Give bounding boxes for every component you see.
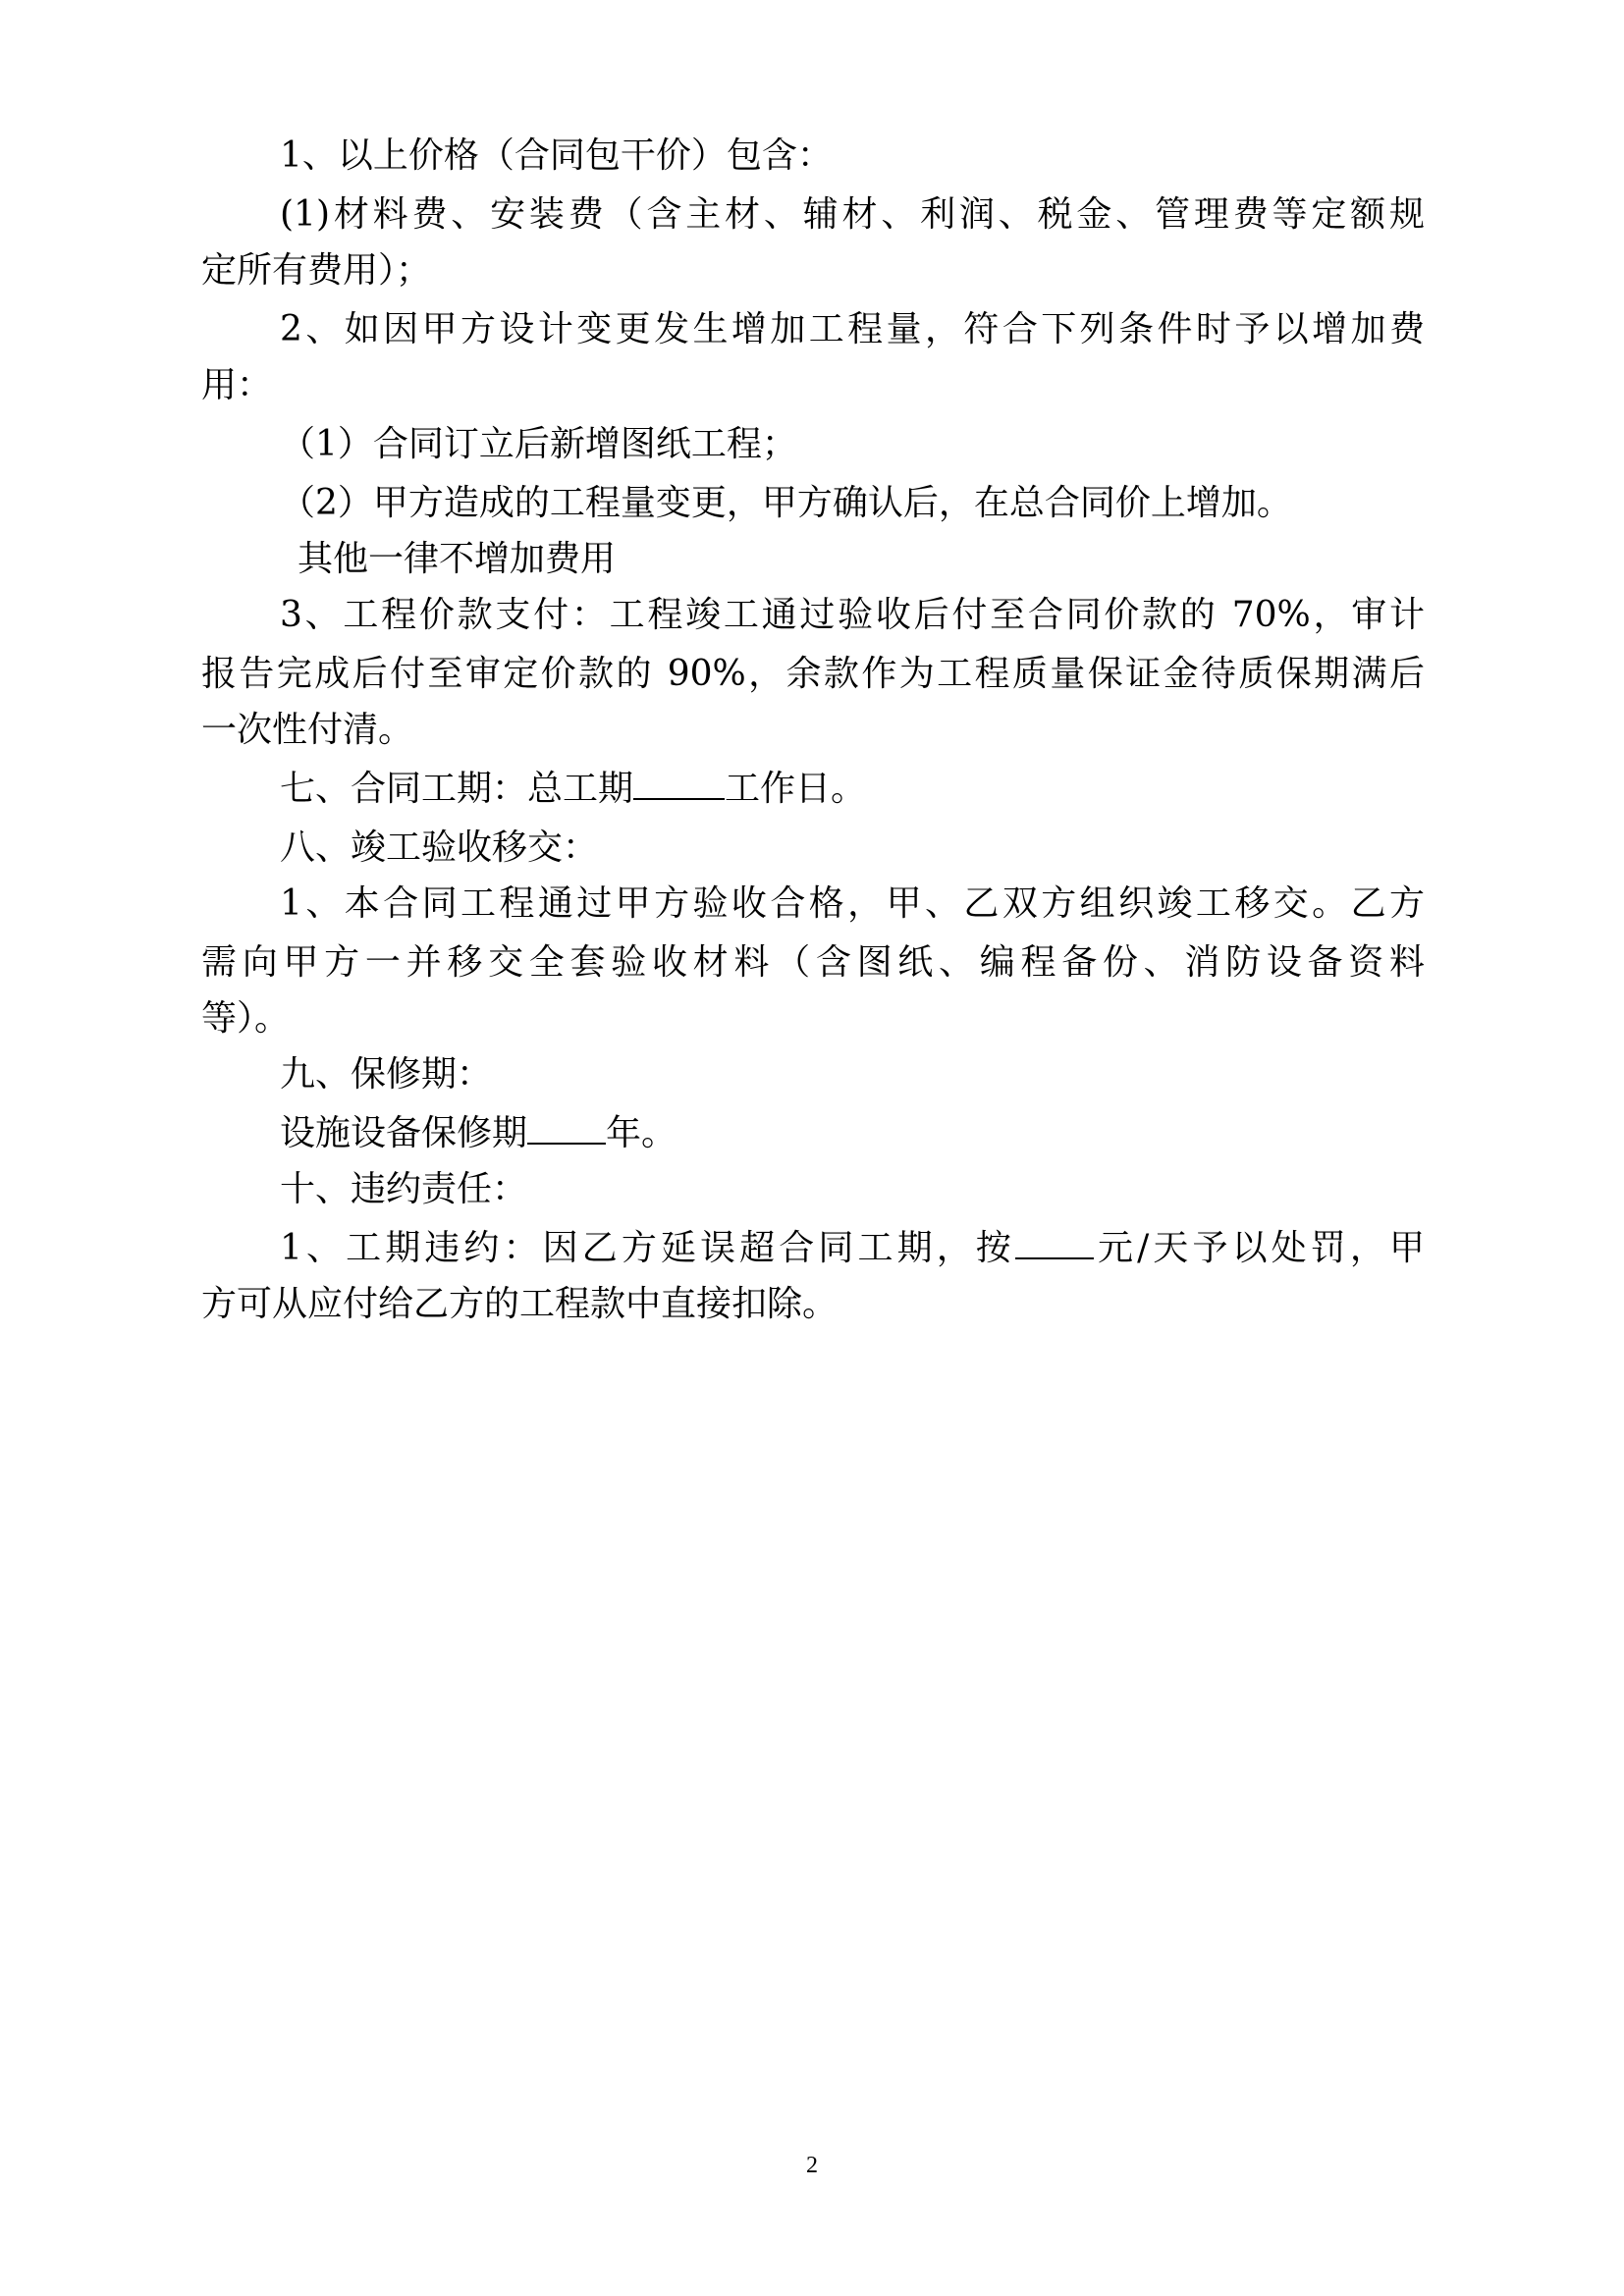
section-7-text-after: 工作日。 xyxy=(725,769,867,809)
clause-2-item-1: （1）合同订立后新增图纸工程； xyxy=(280,424,797,464)
daily-penalty-blank xyxy=(1015,1228,1094,1259)
section-8-clause-1-line-1: 1、本合同工程通过甲方验收合格，甲、乙双方组织竣工移交。乙方 xyxy=(280,883,1425,924)
section-10-heading: 十、违约责任： xyxy=(280,1169,528,1209)
section-7-text-before: 七、合同工期：总工期 xyxy=(280,769,634,809)
clause-1-item-1-line-2: 定所有费用）； xyxy=(201,250,432,291)
clause-3-payment-line-3: 一次性付清。 xyxy=(201,710,414,750)
clause-2-line-2: 用： xyxy=(201,365,273,405)
no-extra-fees-note: 其他一律不增加费用 xyxy=(298,539,617,579)
total-period-blank xyxy=(633,769,725,800)
warranty-text-before: 设施设备保修期 xyxy=(280,1113,528,1153)
section-10-clause-1-line-2: 方可从应付给乙方的工程款中直接扣除。 xyxy=(201,1284,839,1324)
section-7-contract-period xyxy=(0,768,1624,811)
clause-2-item-2: （2）甲方造成的工程量变更，甲方确认后，在总合同价上增加。 xyxy=(280,483,1292,523)
clause-3-payment-line-2: 报告完成后付至审定价款的 90%，余款作为工程质量保证金待质保期满后 xyxy=(201,654,1425,694)
clause-1-item-1-line-1: (1)材料费、安装费（含主材、辅材、利润、税金、管理费等定额规 xyxy=(280,194,1425,235)
delay-penalty-text-before: 1、工期违约：因乙方延误超合同工期，按 xyxy=(280,1228,1015,1268)
warranty-years-blank xyxy=(527,1113,606,1145)
clause-1-price-includes: 1、以上价格（合同包干价）包含： xyxy=(280,135,833,176)
section-10-clause-1-line-1 xyxy=(0,1227,1425,1270)
warranty-period-line xyxy=(0,1112,1624,1155)
clause-3-payment-line-1: 3、工程价款支付：工程竣工通过验收后付至合同价款的 70%，审计 xyxy=(280,595,1425,635)
section-9-heading: 九、保修期： xyxy=(280,1054,493,1095)
section-8-heading: 八、竣工验收移交： xyxy=(280,828,599,868)
section-8-clause-1-line-2: 需向甲方一并移交全套验收材料（含图纸、编程备份、消防设备资料 xyxy=(201,942,1425,983)
page-number: 2 xyxy=(806,2153,818,2178)
clause-2-line-1: 2、如因甲方设计变更发生增加工程量，符合下列条件时予以增加费 xyxy=(280,309,1425,349)
warranty-text-after: 年。 xyxy=(606,1113,677,1153)
delay-penalty-text-after: 元/天予以处罚，甲 xyxy=(1093,1228,1426,1268)
section-8-clause-1-line-3: 等）。 xyxy=(201,998,291,1039)
